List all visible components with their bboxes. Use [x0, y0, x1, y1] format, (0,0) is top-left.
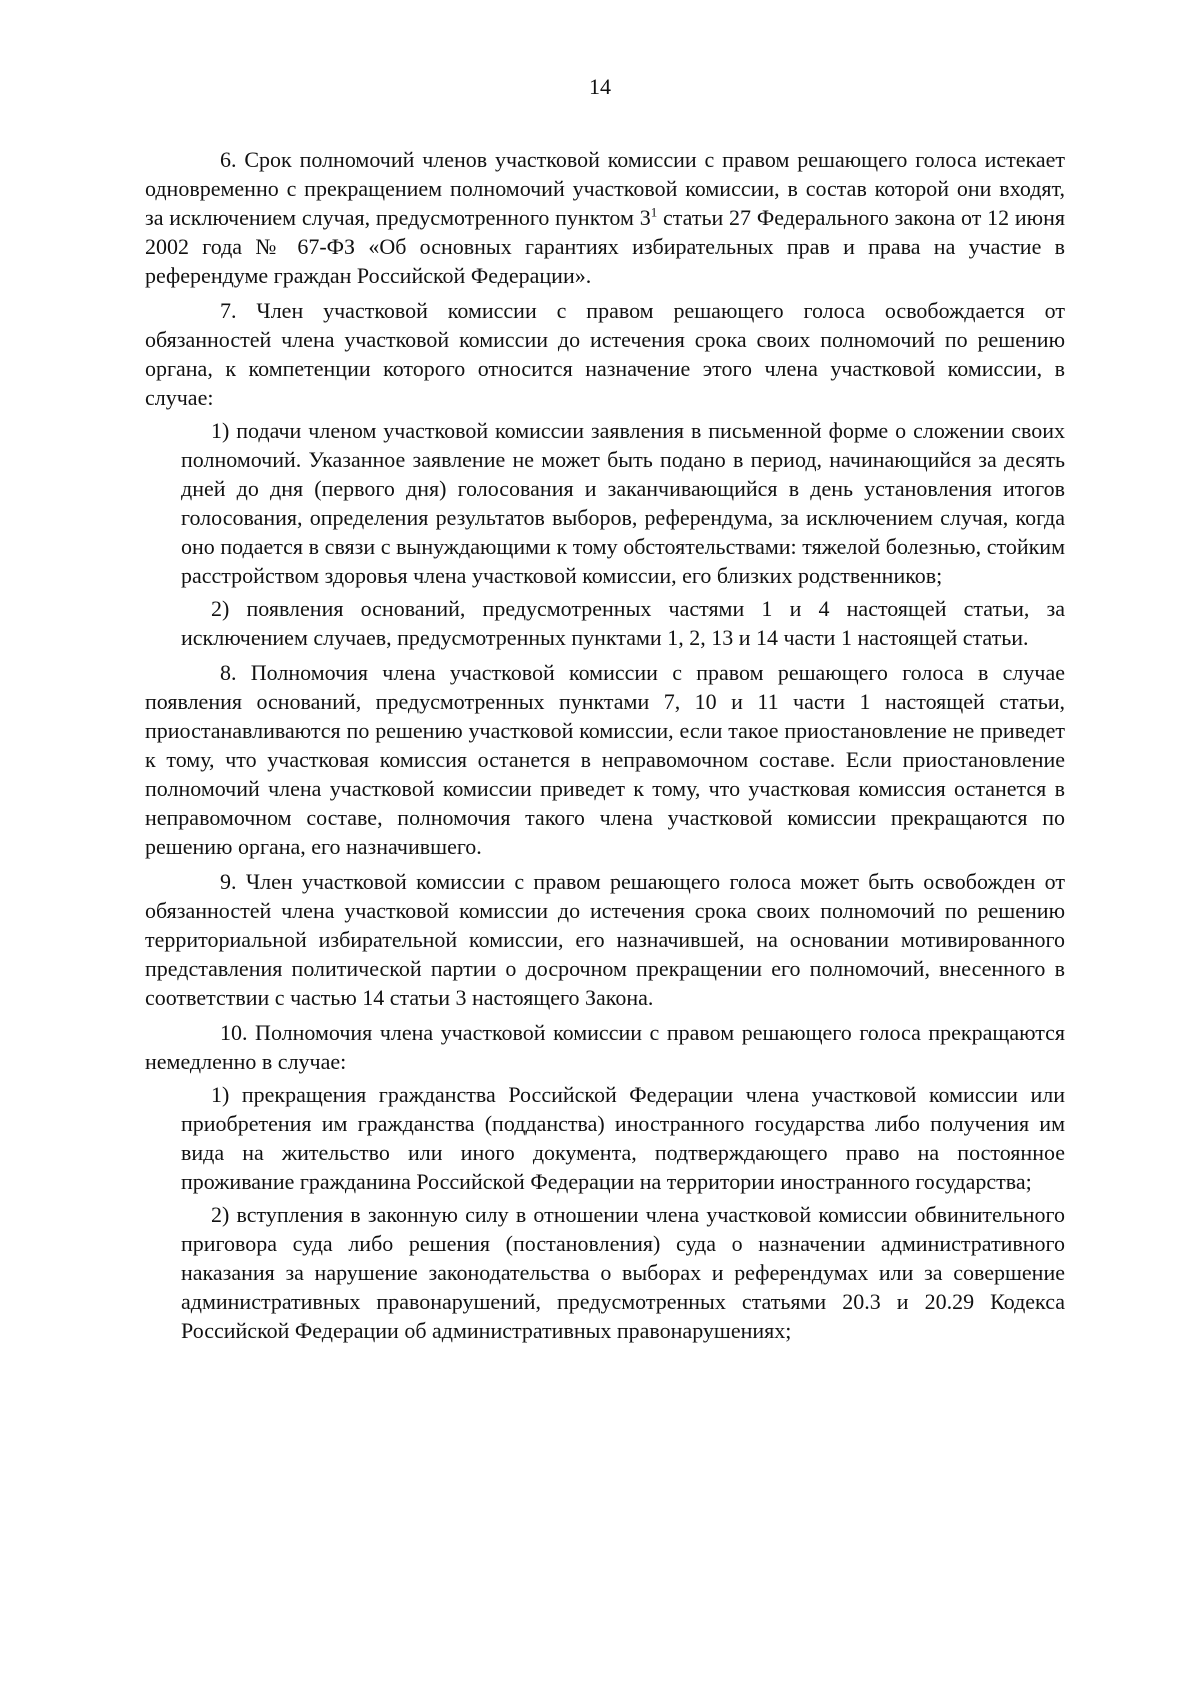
paragraph-7-item-2: 2) появления оснований, предусмотренных частями 1 и 4 настоящей статьи, за исключением случаев, предусмотренных пунктами 1, 2, 13 и 14 части 1 настоящей статьи. [181, 596, 1065, 650]
page-number: 14 [589, 74, 611, 99]
paragraph-6-text-start: 6. Срок полномочий членов участковой комиссии с правом решающего голоса истекает одновременно с прекращением полномочий участковой комиссии, в состав которой они входят, за исключением случая, предусмотренного пунктом 3 [145, 147, 1065, 230]
paragraph-6-text-end: статьи 27 Федерального закона от 12 июня 2002 года № 67-ФЗ «Об основных гарантиях избирательных прав и права на участие в референдуме граждан Российской Федерации». [145, 205, 1065, 288]
paragraph-6-superscript: 1 [650, 204, 658, 220]
paragraph-6 [145, 145, 1065, 290]
paragraph-7: 7. Член участковой комиссии с правом решающего голоса освобождается от обязанностей члена участковой комиссии до истечения срока своих полномочий по решению органа, к компетенции которого относится назначение этого члена участковой комиссии, в случае: [145, 298, 1065, 410]
paragraph-10-item-1: 1) прекращения гражданства Российской Федерации члена участковой комиссии или приобретения им гражданства (подданства) иностранного государства либо получения им вида на жительство или иного документа, подтверждающего право на постоянное проживание гражданина Российской Федерации на территории иностранного государства; [181, 1082, 1065, 1194]
paragraph-7-item-1: 1) подачи членом участковой комиссии заявления в письменной форме о сложении своих полномочий. Указанное заявление не может быть подано в период, начинающийся за десять дней до дня (первого дня) голосования и заканчивающийся в день установления итогов голосования, определения результатов выборов, референдума, за исключением случая, когда оно подается в связи с вынуждающими к тому обстоятельствами: тяжелой болезнью, стойким расстройством здоровья члена участковой комиссии, его близких родственников; [181, 418, 1065, 588]
paragraph-9: 9. Член участковой комиссии с правом решающего голоса может быть освобожден от обязанностей члена участковой комиссии до истечения срока своих полномочий по решению территориальной избирательной комиссии, его назначившей, на основании мотивированного представления политической партии о досрочном прекращении его полномочий, внесенного в соответствии с частью 14 статьи 3 настоящего Закона. [145, 869, 1065, 1010]
document-body [145, 145, 1065, 1345]
paragraph-10: 10. Полномочия члена участковой комиссии с правом решающего голоса прекращаются немедленно в случае: [145, 1020, 1065, 1074]
paragraph-8: 8. Полномочия члена участковой комиссии с правом решающего голоса в случае появления оснований, предусмотренных пунктами 7, 10 и 11 части 1 настоящей статьи, приостанавливаются по решению участковой комиссии, если такое приостановление не приведет к тому, что участковая комиссия останется в неправомочном составе. Если приостановление полномочий члена участковой комиссии приведет к тому, что участковая комиссия останется в неправомочном составе, полномочия такого члена участковой комиссии прекращаются по решению органа, его назначившего. [145, 660, 1065, 859]
paragraph-10-item-2: 2) вступления в законную силу в отношении члена участковой комиссии обвинительного приговора суда либо решения (постановления) суда о назначении административного наказания за нарушение законодательства о выборах и референдумах или за совершение административных правонарушений, предусмотренных статьями 20.3 и 20.29 Кодекса Российской Федерации об административных правонарушениях; [181, 1202, 1065, 1343]
